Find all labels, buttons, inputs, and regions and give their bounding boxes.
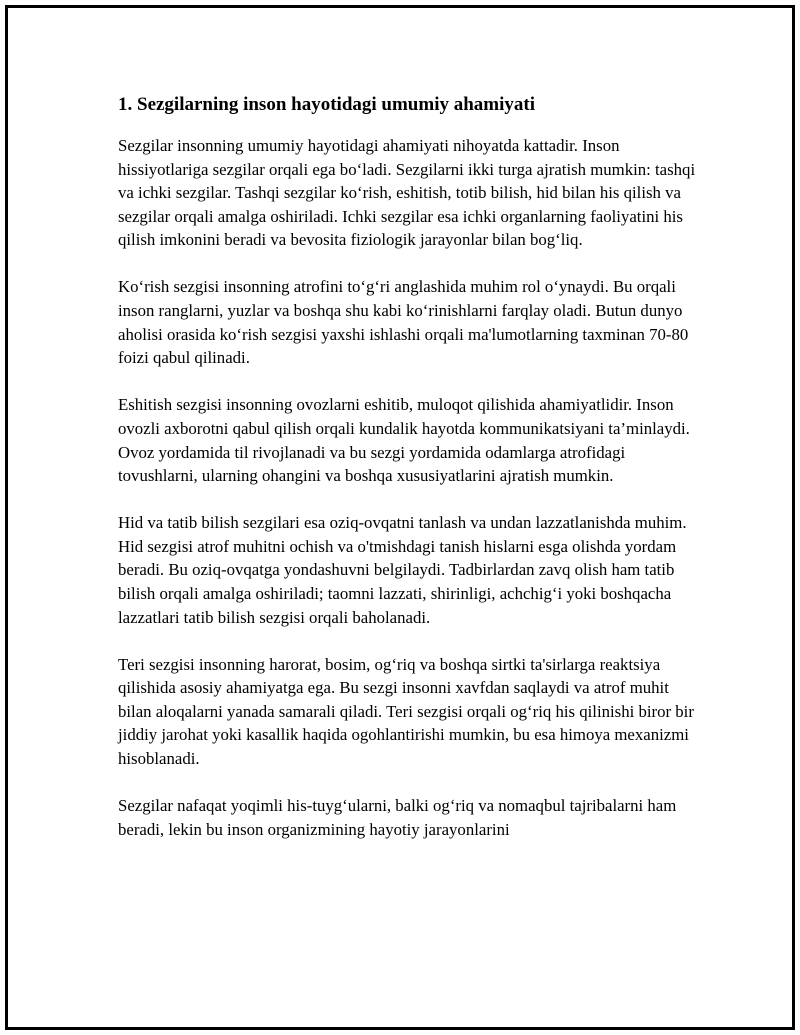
paragraph-vision: Ko‘rish sezgisi insonning atrofini to‘g‘ri anglashida muhim rol o‘ynaydi. Bu orqali inson ranglarni, yuzlar va boshqa shu kabi ko‘rinishlarni farqlay oladi. Butun dunyo aholisi orasida ko‘rish sezgisi yaxshi ishlashi orqali ma'lumotlarning taxminan 70-80 foizi qabul qilinadi. [118,277,689,368]
paragraph-senses-overview: Sezgilar insonning umumiy hayotidagi ahamiyati nihoyatda kattadir. Inson hissiyotlariga sezgilar orqali ega bo‘ladi. Sezgilarni ikki turga ajratish mumkin: tashqi va ichki sezgilar. Tashqi sezgilar ko‘rish, eshitish, totib bilish, hid bilan his qilish va sezgilar orqali amalga oshiriladi. Ichki sezgilar esa ichki organlarning faoliyatini his qilish imkonini beradi va bevosita fiziologik jarayonlar bilan bog‘liq. [118,136,696,250]
section-heading: 1. Sezgilarning inson hayotidagi umumiy ahamiyati [118,94,536,115]
paragraph-smell-taste: Hid va tatib bilish sezgilari esa oziq-ovqatni tanlash va undan lazzatlanishda muhim. Hid sezgisi atrof muhitni ochish va o'tmishdagi tanish hislarni esga olishda yordam beradi. Bu oziq-ovqatga yondashuvni belgilaydi. Tadbirlardan zavq olish ham tatib bilish orqali amalga oshiriladi; taomni lazzati, shirinligi, achchig‘i yoki boshqacha lazzatlari tatib bilish sezgisi orqali baholanadi. [118,513,687,627]
paragraph-conclusion: Sezgilar nafaqat yoqimli his-tuyg‘ularni, balki og‘riq va nomaqbul tajribalarni ham beradi, lekin bu inson organizmining hayotiy jarayonlarini [118,796,677,839]
document-body [118,92,698,865]
paragraph-hearing: Eshitish sezgisi insonning ovozlarni eshitib, muloqot qilishida ahamiyatlidir. Inson ovozli axborotni qabul qilish orqali kundalik hayotda kommunikatsiyani ta’minlaydi. Ovoz yordamida til rivojlanadi va bu sezgi yordamida odamlarga atrofidagi tovushlarni, ularning ohangini va boshqa xususiyatlarini ajratish mumkin. [118,395,690,486]
paragraph-touch: Teri sezgisi insonning harorat, bosim, og‘riq va boshqa sirtki ta'sirlarga reaktsiya qilishida asosiy ahamiyatga ega. Bu sezgi insonni xavfdan saqlaydi va atrof muhit bilan aloqalarni yanada samarali qiladi. Teri sezgisi orqali og‘riq his qilinishi biror bir jiddiy jarohat yoki kasallik haqida ogohlantirishi mumkin, bu esa himoya mexanizmi hisoblanadi. [118,654,694,769]
